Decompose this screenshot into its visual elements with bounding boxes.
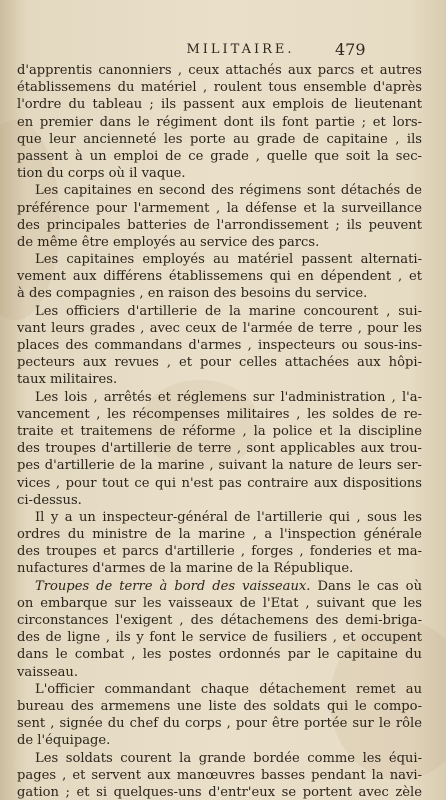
text-line: sent , signée du chef du corps , pour être portée sur le rôle bbox=[17, 716, 422, 732]
text-line: tion du corps où il vaque. bbox=[17, 166, 186, 182]
text-line: places des commandans d'armes , inspecteurs ou sous-ins- bbox=[17, 338, 422, 353]
text-line: circonstances l'exigent , des détachemens des demi-briga- bbox=[17, 613, 422, 628]
section-heading: Troupes de terre à bord des vaisseaux. bbox=[35, 578, 311, 594]
text-line: des principales batteries de l'arrondissement ; ils peuvent bbox=[17, 217, 422, 233]
text-line: dans le combat , les postes ordonnés par le capitaine du bbox=[17, 647, 422, 663]
text-line: Les lois , arrêtés et réglemens sur l'administration , l'a- bbox=[35, 389, 422, 405]
text-line: taux militaires. bbox=[17, 372, 118, 388]
text-line: vant leurs grades , avec ceux de l'armée de terre , pour les bbox=[17, 320, 422, 336]
text-line: des troupes d'artillerie de terre , sont applicables aux trou- bbox=[17, 441, 422, 457]
text-line: L'officier commandant chaque détachement remet au bbox=[35, 681, 422, 697]
text-line: l'ordre du tableau ; ils passent aux emplois de lieutenant bbox=[17, 97, 422, 113]
text-line: vancement , les récompenses militaires , les soldes de re- bbox=[17, 406, 422, 422]
text-line: vaisseau. bbox=[17, 664, 78, 680]
text-line: ci-dessus. bbox=[17, 492, 82, 508]
text-line: à des compagnies , en raison des besoins du service. bbox=[17, 286, 368, 302]
text-line: Les soldats courent la grande bordée comme les équi- bbox=[35, 750, 422, 766]
text-line: que leur ancienneté les porte au grade de capitaine , ils bbox=[17, 131, 422, 147]
text-line: Les capitaines employés au matériel passent alternati- bbox=[35, 252, 422, 268]
text-line: nufactures d'armes de la marine de la République. bbox=[17, 561, 354, 577]
body-text bbox=[17, 62, 422, 800]
text-line: des troupes et parcs d'artillerie , forges , fonderies et ma- bbox=[17, 544, 422, 560]
text-line: gation ; et si quelques-uns d'entr'eux se portent avec zèle bbox=[17, 784, 422, 800]
text-line-with-heading bbox=[17, 578, 422, 595]
text-fragment: Dans le cas où bbox=[317, 578, 422, 594]
text-line: Il y a un inspecteur-général de l'artillerie qui , sous les bbox=[35, 509, 422, 525]
text-line: vement aux différens établissemens qui en dépendent , et bbox=[17, 269, 422, 285]
running-header bbox=[118, 42, 363, 62]
page-number: 479 bbox=[335, 40, 366, 59]
text-line: bureau des armemens une liste des soldats qui le compo- bbox=[17, 698, 422, 714]
text-line: ordres du ministre de la marine , a l'inspection générale bbox=[17, 527, 422, 543]
text-line: des de ligne , ils y font le service de fusiliers , et occupent bbox=[17, 630, 422, 646]
text-line: établissemens du matériel , roulent tous ensemble d'après bbox=[17, 80, 422, 96]
text-line: Les capitaines en second des régimens sont détachés de bbox=[35, 183, 422, 199]
running-title: MILITAIRE. bbox=[186, 42, 295, 57]
text-line: traite et traitemens de réforme , la police et la discipline bbox=[17, 423, 422, 439]
text-line: de même être employés au service des parcs. bbox=[17, 234, 320, 250]
text-line: on embarque sur les vaisseaux de l'Etat , suivant que les bbox=[17, 595, 422, 611]
text-line: pages , et servent aux manœuvres basses pendant la navi- bbox=[17, 767, 422, 783]
text-line: d'apprentis canonniers , ceux attachés aux parcs et autres bbox=[17, 63, 422, 78]
text-line: Les officiers d'artillerie de la marine concourent , sui- bbox=[35, 303, 422, 319]
text-line: de l'équipage. bbox=[17, 733, 111, 749]
text-line: en premier dans le régiment dont ils font partie ; et lors- bbox=[17, 114, 422, 130]
text-line: pecteurs aux revues , et pour celles attachées aux hôpi- bbox=[17, 355, 422, 371]
text-line: pes d'artillerie de la marine , suivant la nature de leurs ser- bbox=[17, 458, 422, 474]
text-line: préférence pour l'armement , la défense et la surveillance bbox=[17, 200, 422, 216]
text-line: vices , pour tout ce qui n'est pas contraire aux dispositions bbox=[17, 475, 422, 491]
text-line: passent à un emploi de ce grade , quelle que soit la sec- bbox=[17, 148, 422, 164]
